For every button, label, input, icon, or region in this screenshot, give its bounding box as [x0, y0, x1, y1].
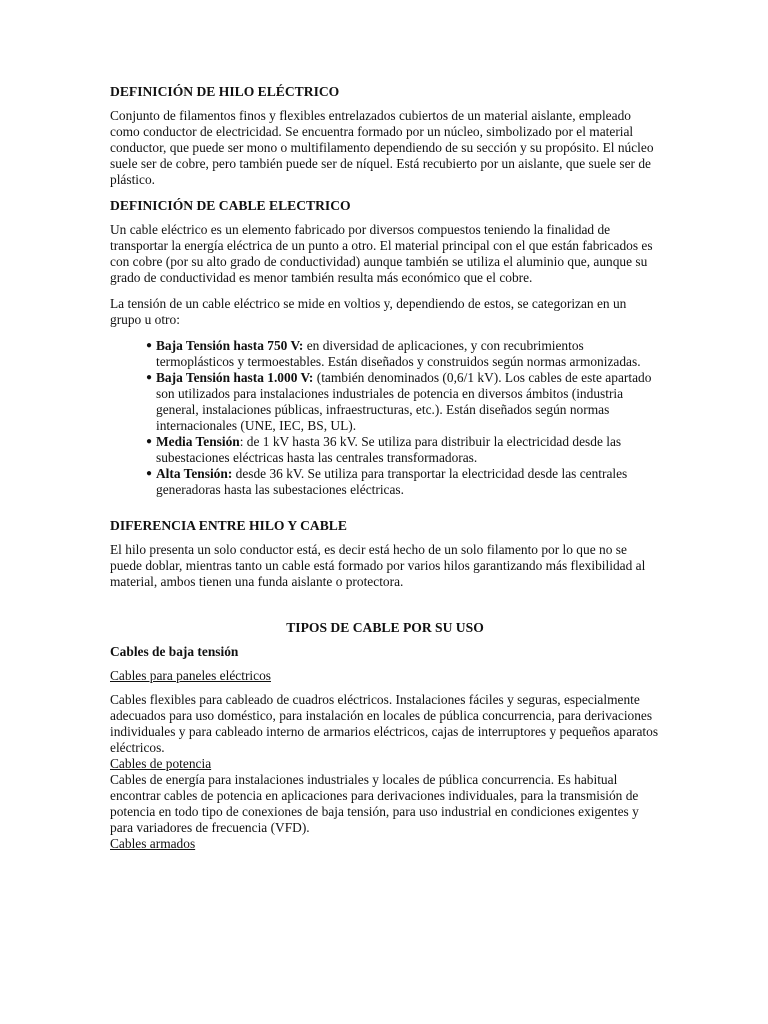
bullet-icon: ● — [146, 468, 153, 479]
list-item — [146, 370, 660, 434]
list-item — [146, 466, 660, 498]
paragraph-diferencia: El hilo presenta un solo conductor está, es decir está hecho de un solo filamento por lo que no se puede doblar, mientras tanto un cable está formado por varios hilos garantizando más flexibilidad al material, ambos tienen una funda aislante o protectora. — [110, 542, 646, 589]
bullet-label: Media Tensión — [156, 434, 240, 449]
bullet-icon: ● — [146, 340, 153, 351]
subheading-paneles: Cables para paneles eléctricos — [110, 668, 271, 683]
bullet-icon: ● — [146, 372, 153, 383]
bullet-text: en diversidad de aplicaciones, y con recubrimientos termoplásticos y termoestables. Están diseñados y construidos según normas armonizadas. — [156, 338, 641, 369]
subheading-armados: Cables armados — [110, 836, 196, 851]
paragraph-cable-1: Un cable eléctrico es un elemento fabricado por diversos compuestos teniendo la finalidad de transportar la energía eléctrica de un punto a otro. El material principal con el que están fabricados es con cobre (por su alto grado de conductividad) aunque también se utiliza el aluminio que, aunque su grado de conductividad es menor también resulta más económico que el cobre. — [110, 222, 653, 285]
bullet-text: (también denominados (0,6/1 kV). Los cables de este apartado son utilizados para instalaciones industriales de potencia en diversos ámbitos (industria general, instalaciones públicas, infraestructuras, etc.). Están diseñados según normas internacionales (UNE, IEC, BS, UL). — [156, 370, 652, 433]
bullet-icon: ● — [146, 436, 153, 447]
subheading-potencia: Cables de potencia — [110, 756, 212, 771]
list-item — [146, 338, 660, 370]
bullet-label: Baja Tensión hasta 750 V: — [156, 338, 304, 353]
bullet-label: Alta Tensión: — [156, 466, 233, 481]
paragraph-hilo: Conjunto de filamentos finos y flexibles entrelazados cubiertos de un material aislante, empleado como conductor de electricidad. Se encuentra formado por un núcleo, simbolizado por el material conductor, que puede ser mono o multifilamento dependiendo de su sección y su propósito. El núcleo suele ser de cobre, pero también puede ser de níquel. Está recubierto por un aislante, que suele ser de plástico. — [110, 108, 654, 187]
paragraph-cable-2: La tensión de un cable eléctrico se mide en voltios y, dependiendo de estos, se categorizan en un grupo u otro: — [110, 296, 627, 327]
subheading-baja-tension: Cables de baja tensión — [110, 644, 239, 659]
heading-cable: DEFINICIÓN DE CABLE ELECTRICO — [110, 198, 351, 213]
heading-diferencia: DIFERENCIA ENTRE HILO Y CABLE — [110, 518, 347, 533]
paragraph-paneles: Cables flexibles para cableado de cuadros eléctricos. Instalaciones fáciles y seguras, especialmente adecuados para uso doméstico, para instalación en locales de pública concurrencia, para derivaciones individuales y para cableado interno de armarios eléctricos, cajas de interruptores y pequeños aparatos eléctricos. — [110, 692, 659, 755]
bullet-label: Baja Tensión hasta 1.000 V: — [156, 370, 314, 385]
heading-tipos: TIPOS DE CABLE POR SU USO — [286, 620, 484, 635]
heading-hilo: DEFINICIÓN DE HILO ELÉCTRICO — [110, 84, 340, 99]
paragraph-potencia: Cables de energía para instalaciones industriales y locales de pública concurrencia. Es habitual encontrar cables de potencia en aplicaciones para derivaciones individuales, para la transmisión de potencia en todo tipo de conexiones de baja tensión, para uso industrial en condiciones exigentes y para variadores de frecuencia (VFD). — [110, 772, 639, 835]
bullet-text: : de 1 kV hasta 36 kV. Se utiliza para distribuir la electricidad desde las subestaciones eléctricas hasta las centrales transformadoras. — [156, 434, 622, 465]
tension-list — [110, 338, 660, 498]
list-item — [146, 434, 660, 466]
bullet-text: desde 36 kV. Se utiliza para transportar la electricidad desde las centrales generadoras hasta las subestaciones eléctricas. — [156, 466, 628, 497]
document-page — [110, 84, 660, 852]
